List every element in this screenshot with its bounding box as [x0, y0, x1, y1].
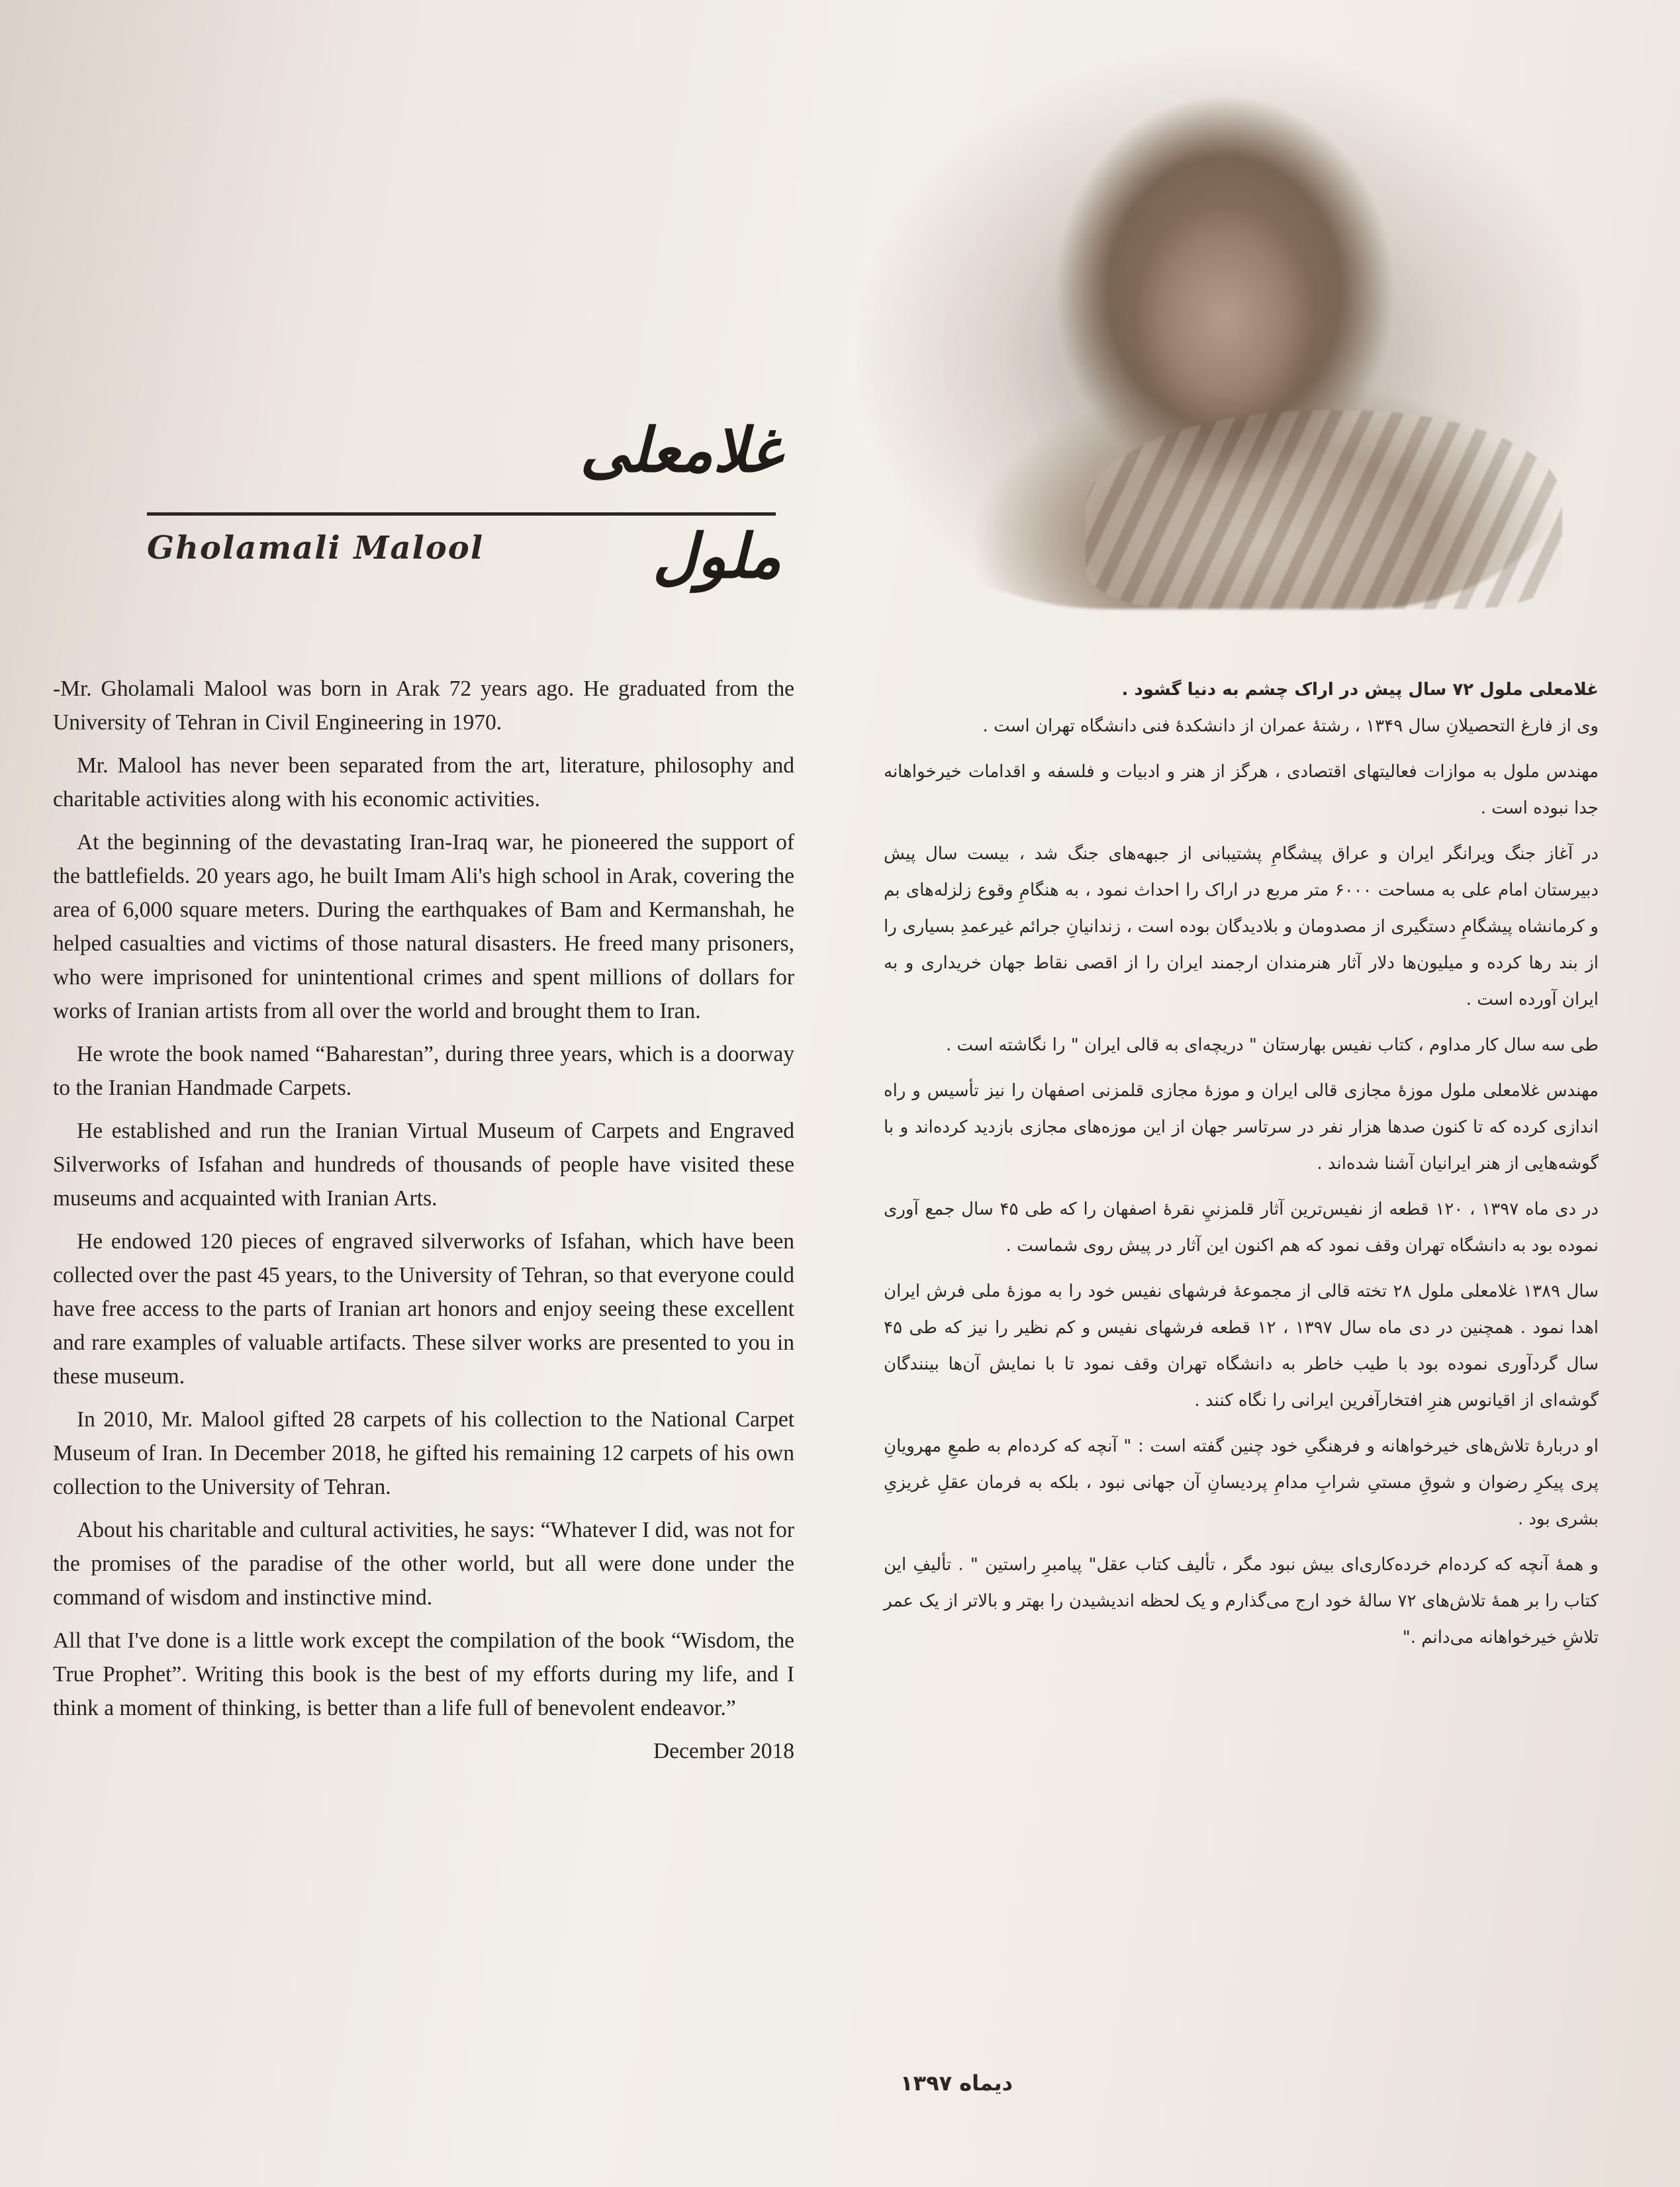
- english-paragraph: At the beginning of the devastating Iran-Iraq war, he pioneered the support of the battlefields. 20 years ago, he built Imam Ali's high school in Arak, covering the area of 6,000 square meters. During the earthquakes of Bam and Kermanshah, he helped casualties and victims of those natural disasters. He freed many prisoners, who were imprisoned for unintentional crimes and spent millions of dollars for works of Iranian artists from all over the world and brought them to Iran.: [53, 830, 794, 1023]
- english-paragraph: -Mr. Gholamali Malool was born in Arak 72 years ago. He graduated from the University of Tehran in Civil Engineering in 1970.: [53, 676, 794, 735]
- persian-paragraph: در دی ماه ۱۳۹۷ ، ۱۲۰ قطعه از نفیس‌ترین آثار قلمزنيِ نقرهٔ اصفهان را که طی ۴۵ سال جمع آوری نموده بود به دانشگاه تهران وقف نمود که هم اکنون این آثار در پیش روی شماست .: [884, 1199, 1599, 1256]
- persian-signature-title: غلامعلی ملول: [580, 414, 781, 592]
- persian-lead-sentence: غلامعلی ملول ۷۲ سال پیش در اراک چشم به دنیا گشود .: [1121, 680, 1599, 700]
- persian-paragraph: سال ۱۳۸۹ غلامعلی ملول ۲۸ تخته قالی از مجموعهٔ فرشهای نفیس خود را به موزهٔ ملی فرش ایران اهدا نمود . همچنین در دی ماه سال ۱۳۹۷ ، ۱۲ قطعه فرشهای نفیس و کم نظیر را نیز که طی ۴۵ سال گردآوری نموده بود با طیب خاطر به دانشگاه تهران وقف نمود تا با نمایش آن‌ها بینندگان گوشه‌ای از اقیانوس هنرِ افتخارآفرین ایرانی را نگاه کنند .: [884, 1281, 1599, 1411]
- english-name-title: Gholamali Malool: [147, 530, 485, 567]
- english-date: December 2018: [653, 1739, 794, 1763]
- english-quote: All that I've done is a little work except the compilation of the book “Wisdom, the True Prophet”. Writing this book is the best of my efforts during my life, and I think a moment of thinking, is better than a life full of benevolent endeavor.”: [53, 1628, 794, 1720]
- english-biography: [53, 672, 794, 1777]
- persian-paragraph: مهندس ملول به موازات فعالیتهای اقتصادی ، هرگز از هنر و ادبیات و فلسفه و اقدامات خیرخواهانه جدا نبوده است .: [884, 762, 1599, 818]
- persian-paragraph: مهندس غلامعلی ملول موزهٔ مجازی قالی ایران و موزهٔ مجازی قلمزنی اصفهان را نیز تأسیس و راه اندازی کرده که تا کنون صدها هزار نفر در سرتاسر جهان از این موزه‌های مجازی بازدید کرده‌اند و با گوشه‌هایی از هنر ایرانیان آشنا شده‌اند .: [884, 1081, 1599, 1174]
- english-paragraph: In 2010, Mr. Malool gifted 28 carpets of his collection to the National Carpet Museum of Iran. In December 2018, he gifted his remaining 12 carpets of his own collection to the University of Tehran.: [53, 1407, 794, 1499]
- portrait-shirt: [1086, 410, 1562, 609]
- persian-date: دیماه ۱۳۹۷: [900, 2071, 1013, 2096]
- persian-quote: او دربارهٔ تلاش‌های خیرخواهانه و فرهنگیِ خود چنین گفته است : " آنچه که کرده‌ام به طمعِ مهرویانِ پری پیکرِ رضوان و شوقِ مستیِ شرابِ مدامِ پردیسانِ آن جهانی نبود ، بلکه به فرمان عقلِ غریزیِ بشری بود .: [884, 1436, 1599, 1529]
- english-paragraph: He established and run the Iranian Virtual Museum of Carpets and Engraved Silverworks of Isfahan and hundreds of thousands of people have visited these museums and acquainted with Iranian Arts.: [53, 1119, 794, 1211]
- persian-paragraph: طی سه سال کار مداوم ، کتاب نفیس بهارستان " دریچه‌ای به قالی ایران " را نگاشته است .: [946, 1035, 1599, 1055]
- english-paragraph: He endowed 120 pieces of engraved silverworks of Isfahan, which have been collected over the past 45 years, to the University of Tehran, so that everyone could have free access to the parts of Iranian art honors and enjoy seeing these excellent and rare examples of valuable artifacts. These silver works are presented to you in these museum.: [53, 1229, 794, 1389]
- persian-biography: [884, 672, 1599, 1665]
- persian-quote: و همهٔ آنچه که کرده‌ام خرده‌کاری‌ای بیش نبود مگر ، تألیف کتاب عقل" پیامبرِ راستین " . تألیفِ این کتاب را بر همهٔ تلاش‌های ۷۲ سالهٔ خود ارج می‌گذارم و یک لحظه اندیشیدن را بهتر و بالاتر از یک عمر تلاشِ خیرخواهانه می‌دانم .": [884, 1555, 1599, 1648]
- english-quote: About his charitable and cultural activities, he says: “Whatever I did, was not for the promises of the paradise of the other world, but all were done under the command of wisdom and instinctive mind.: [53, 1518, 794, 1610]
- english-paragraph: He wrote the book named “Baharestan”, during three years, which is a doorway to the Iranian Handmade Carpets.: [53, 1042, 794, 1100]
- persian-paragraph: در آغاز جنگ ویرانگر ایران و عراق پیشگامِ پشتیبانی از جبهه‌های جنگ شد ، بیست سال پیش دبیرستان امام علی به مساحت ۶۰۰۰ متر مربع در اراک را احداث نمود ، به هنگامِ وقوع زلزله‌های بم و کرمانشاه پیشگامِ دستگیری از مصدومان و بلادیدگان بوده است ، زندانیانِ جرائم غیرعمدِ بسیاری را از بند رها کرده و میلیون‌ها دلار آثار هنرمندان ارجمند ایران را از اقصی نقاط جهان خریداری و به ایران آورده است .: [884, 844, 1599, 1009]
- english-paragraph: Mr. Malool has never been separated from the art, literature, philosophy and charitable activities along with his economic activities.: [53, 753, 794, 812]
- title-underline: [147, 512, 776, 516]
- persian-paragraph-text: وی از فارغ التحصیلانِ سال ۱۳۴۹ ، رشتهٔ عمران از دانشکدهٔ فنی دانشگاه تهران است .: [982, 716, 1599, 736]
